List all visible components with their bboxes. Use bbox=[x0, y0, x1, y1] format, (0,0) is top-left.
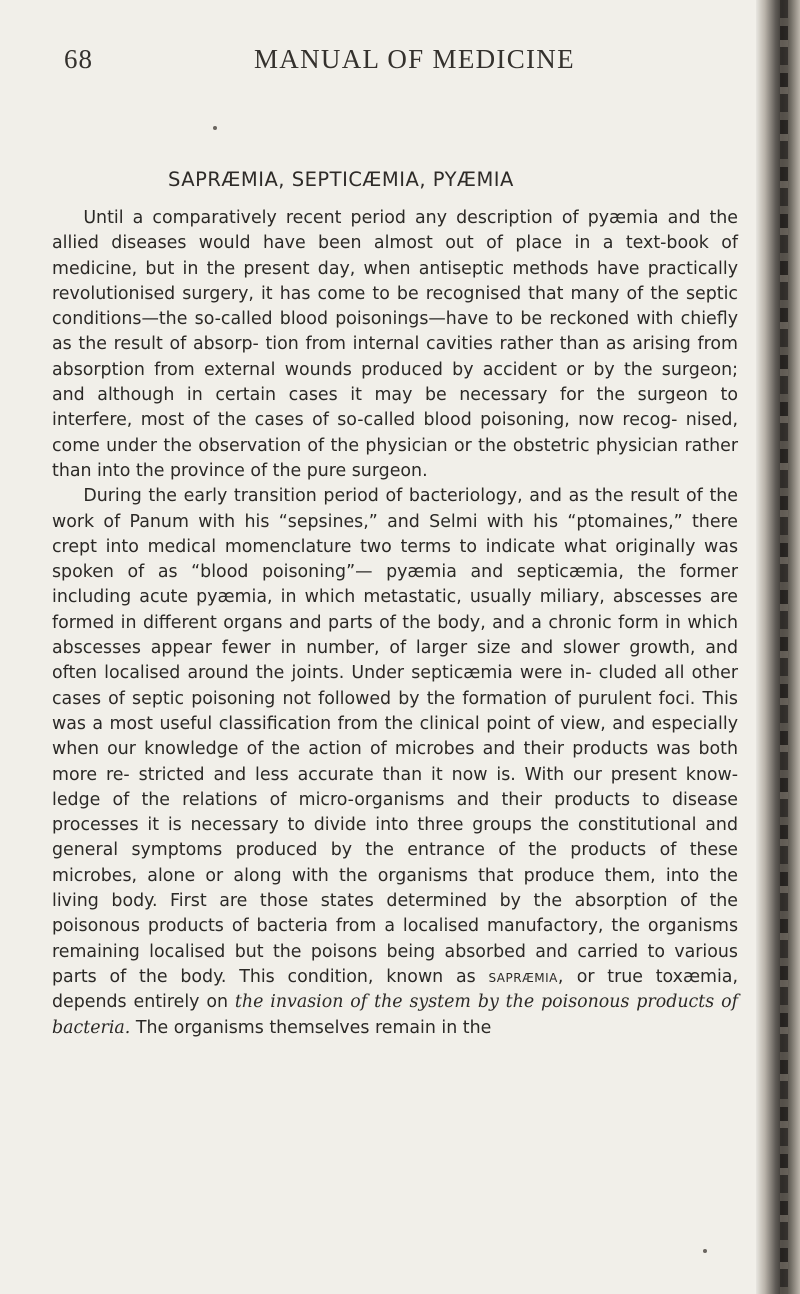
emphasis-phrase: the invasion of the system by the poisonous products of bacteria. bbox=[52, 992, 739, 1038]
running-head: MANUAL OF MEDICINE bbox=[254, 44, 575, 74]
paragraph-1-text: Until a comparatively recent period any description of pyæmia and the allied diseases would have been almost out of place in a text-book of medicine, but in the present day, when antiseptic methods have practically revolutionised surgery, it has come to be recognised that many of the septic conditions—the so-called blood poisonings—have to be reckoned with chiefly as the result of absorp- tion from internal cavities rather than as arising from absorption from external wounds produced by accident or by the surgeon; and although in certain cases it may be necessary for the surgeon to interfere, most of the cases of so-called blood poisoning, now recog- nised, come under the observation of the physician or the obstetric physician rather than into the province of the pure surgeon. bbox=[52, 208, 738, 481]
paragraph-2-mid: or true toxæmia, depends entirely on bbox=[52, 966, 738, 1013]
print-speck bbox=[213, 126, 217, 130]
binding-stripe bbox=[780, 0, 788, 1294]
paragraph-1 bbox=[52, 206, 738, 484]
paragraph-2-lead: During the early transition period of bacteriology, and as the result of the work of Panum with his “sepsines,” and Selmi with his “ptomaines,” there crept into medical momenclature two terms to indicate what originally was spoken of as “blood poisoning”— pyæmia and septicæmia, the former including acute pyæmia, in which metastatic, usually miliary, abscesses are formed in different organs and parts of the body, and a chronic form in which abscesses appear fewer in number, of larger size and slower growth, and often localised around the joints. Under septicæmia were in- cluded all other cases of septic poisoning not followed by the formation of purulent foci. This was a most useful classification from the clinical point of view, and especially when our knowledge of the action of microbes and their products was both more re- stricted and less accurate than it now is. With our present know- ledge of the relations of micro-organisms and their products to disease processes it is necessary to divide into three groups the constitutional and general symptoms produced by the entrance of the products of these microbes, alone or along with the organisms that produce them, into the living body. First are those states determined by the absorption of the poisonous products of bacteria from a localised manufactory, the organisms remaining localised but the poisons being absorbed and carried to various parts of the body. This condition, known as bbox=[52, 486, 738, 987]
section-title: SAPRÆMIA, SEPTICÆMIA, PYÆMIA bbox=[168, 168, 514, 191]
page-number: 68 bbox=[64, 44, 93, 74]
term-sapraemia: sapræmia, bbox=[488, 966, 564, 987]
book-binding-edge bbox=[756, 0, 800, 1294]
paragraph-2-tail: The organisms themselves remain in the bbox=[135, 1017, 492, 1038]
paragraph-2 bbox=[52, 484, 738, 1041]
page-header bbox=[64, 44, 736, 80]
print-speck bbox=[703, 1249, 707, 1253]
body-text bbox=[52, 206, 738, 1041]
